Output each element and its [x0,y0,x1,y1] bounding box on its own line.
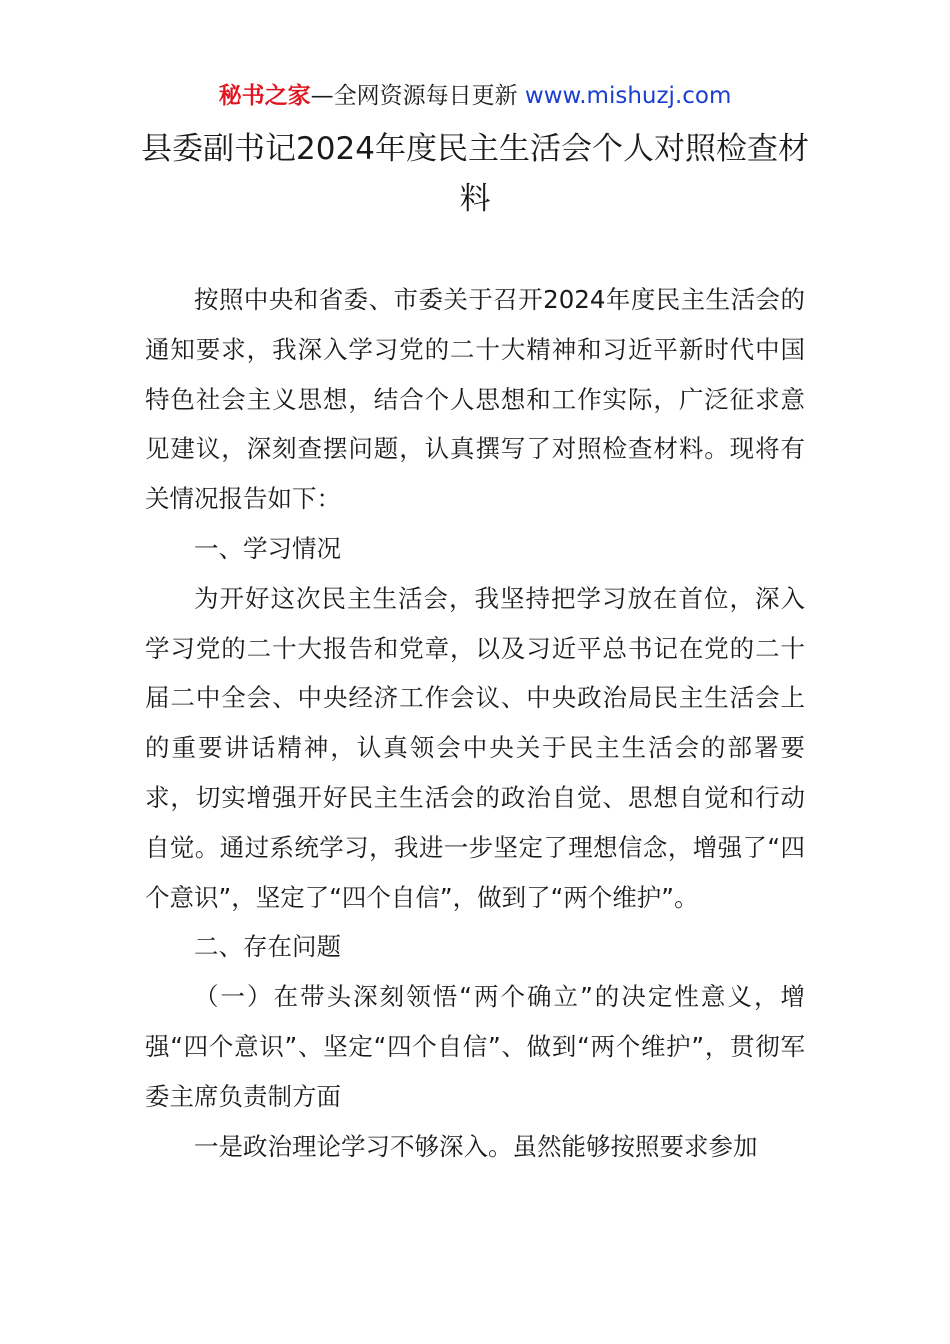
intro-paragraph: 按照中央和省委、市委关于召开2024年度民主生活会的通知要求，我深入学习党的二十大精神和习近平新时代中国特色社会主义思想，结合个人思想和工作实际，广泛征求意见建议，深刻查摆问题，认真撰写了对照检查材料。现将有关情况报告如下： [145,285,805,514]
section-heading-study: 一、学习情况 [194,533,341,563]
problem-paragraph-1: 一是政治理论学习不够深入。虽然能够按照要求参加 [194,1131,758,1161]
site-header [0,80,950,112]
header-tagline: —全网资源每日更新 [310,83,525,109]
site-url: www.mishuzj.com [524,83,732,109]
document-body [145,275,805,1171]
brand-name: 秘书之家 [218,83,311,109]
subsection-heading-1: （一）在带头深刻领悟“两个确立”的决定性意义，增强“四个意识”、坚定“四个自信”、做到“两个维护”，贯彻军委主席负责制方面 [145,982,805,1111]
study-paragraph: 为开好这次民主生活会，我坚持把学习放在首位，深入学习党的二十大报告和党章，以及习近平总书记在党的二十届二中全会、中央经济工作会议、中央政治局民主生活会上的重要讲话精神，认真领会中央关于民主生活会的部署要求，切实增强开好民主生活会的政治自觉、思想自觉和行动自觉。通过系统学习，我进一步坚定了理想信念，增强了“四个意识”，坚定了“四个自信”，做到了“两个维护”。 [145,583,805,912]
section-heading-problems: 二、存在问题 [194,932,341,962]
document-title: 县委副书记2024年度民主生活会个人对照检查材料 [141,131,809,217]
